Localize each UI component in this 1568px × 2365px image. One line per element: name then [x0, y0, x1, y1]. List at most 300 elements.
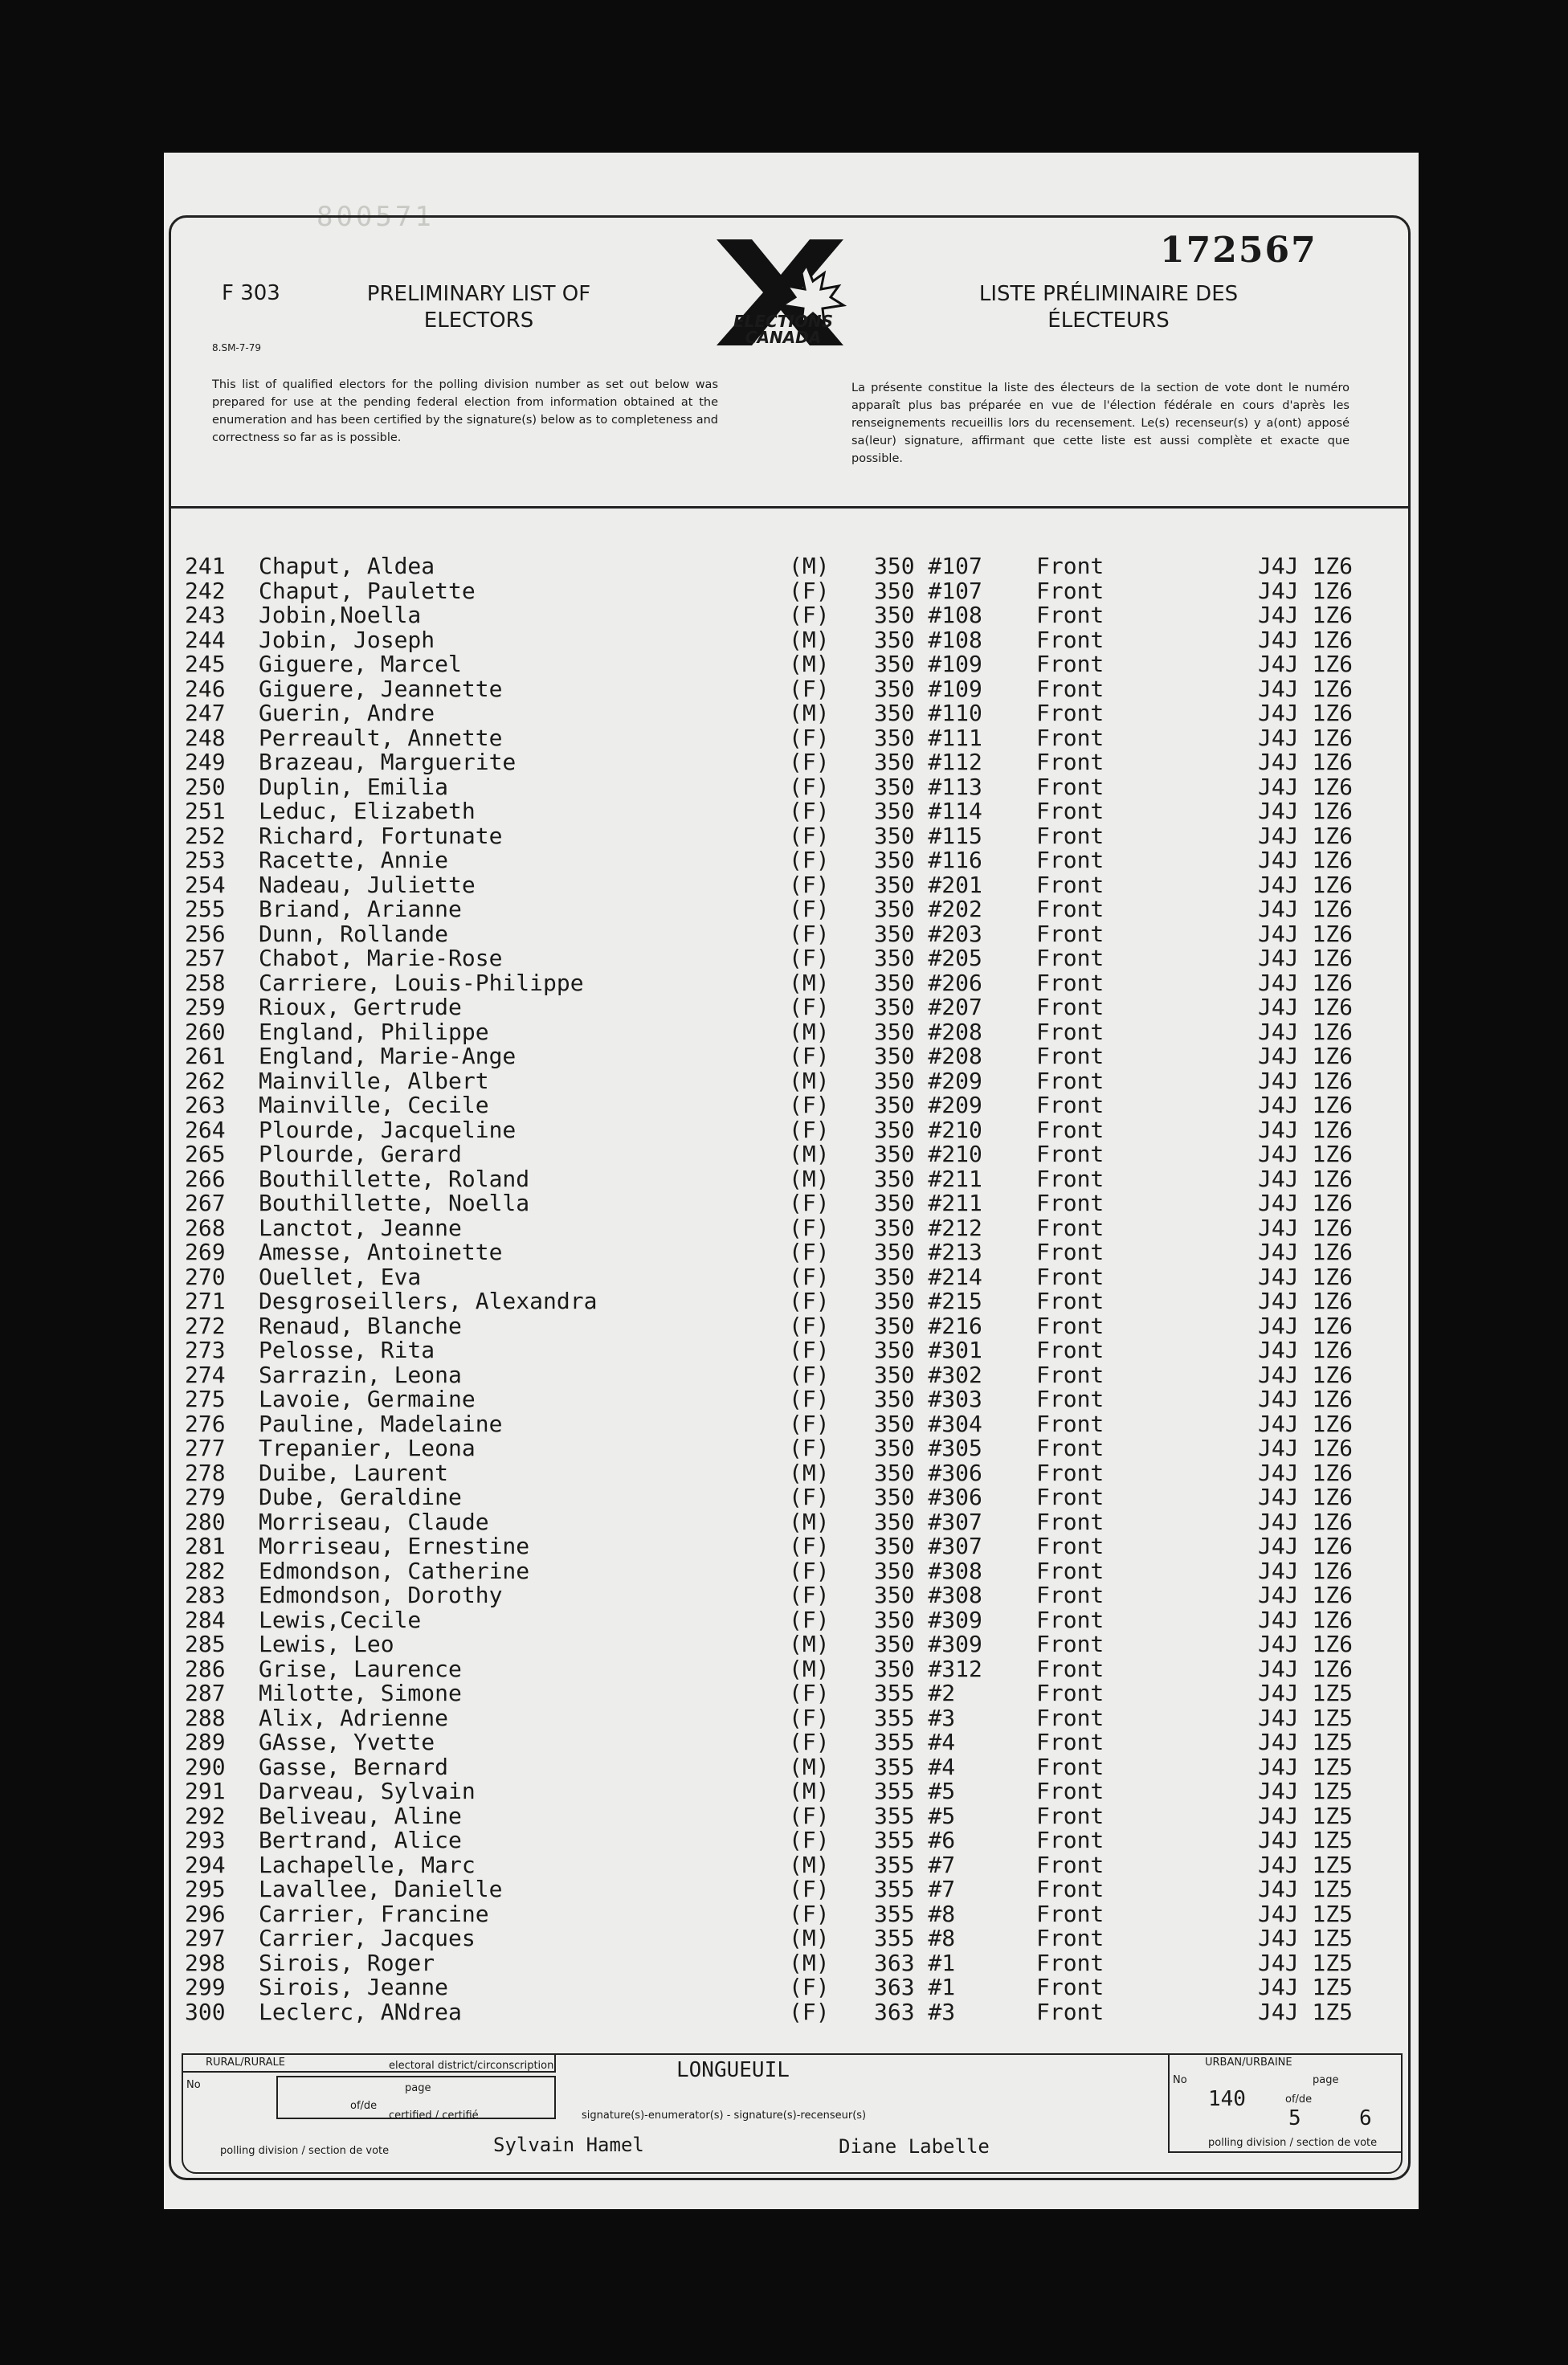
elector-sex: (M): [789, 1165, 830, 1192]
elector-street: Front: [1036, 1410, 1105, 1437]
title-french: [940, 281, 1277, 334]
elector-postal-code: J4J 1Z6: [1258, 1165, 1354, 1192]
elector-sex: (F): [789, 1361, 830, 1388]
elector-sex: (F): [789, 920, 830, 947]
elector-name: Dube, Geraldine: [259, 1484, 462, 1510]
elector-name: Leclerc, ANdrea: [259, 1998, 462, 2025]
elector-postal-code: J4J 1Z5: [1258, 1753, 1354, 1780]
intro-french: La présente constitue la liste des électeurs de la section de vote dont le numéro apparaît plus bas préparée en vue de l'élection fédérale en cours d'après les renseignements recueillis lors du recensement. Le(s) recenseur(s) y a(ont) apposé sa(leur) signature, affirmant que cette liste est aussi complète et exacte que possible.: [851, 382, 1350, 465]
elector-number: 296: [185, 1900, 226, 1927]
elector-street: Front: [1036, 1949, 1105, 1976]
elector-civic-number: 350 #109: [874, 675, 982, 702]
elector-street: Front: [1036, 1067, 1105, 1094]
elector-civic-number: 355 #4: [874, 1753, 956, 1780]
elector-name: Edmondson, Dorothy: [259, 1582, 503, 1608]
elector-number: 294: [185, 1851, 226, 1878]
elector-number: 295: [185, 1876, 226, 1902]
elector-name: Renaud, Blanche: [259, 1312, 462, 1339]
logo-line1: ELECTIONS: [733, 312, 833, 331]
elector-name: Brazeau, Marguerite: [259, 749, 517, 775]
header-divider: [169, 506, 1411, 509]
elector-number: 274: [185, 1361, 226, 1388]
elector-postal-code: J4J 1Z6: [1258, 1141, 1354, 1167]
elector-name: Rioux, Gertrude: [259, 994, 462, 1020]
elector-civic-number: 350 #303: [874, 1386, 982, 1412]
elector-postal-code: J4J 1Z6: [1258, 1484, 1354, 1510]
list-item: [164, 1779, 1419, 1804]
elector-civic-number: 355 #6: [874, 1827, 956, 1853]
elector-street: Front: [1036, 1312, 1105, 1339]
form-footer: [164, 2053, 1419, 2182]
elector-number: 284: [185, 1606, 226, 1633]
district-value: LONGUEUIL: [676, 2058, 790, 2082]
list-item: [164, 1265, 1419, 1290]
elector-postal-code: J4J 1Z6: [1258, 1410, 1354, 1437]
elector-civic-number: 350 #112: [874, 749, 982, 775]
elector-street: Front: [1036, 700, 1105, 726]
elector-postal-code: J4J 1Z5: [1258, 1827, 1354, 1853]
elector-number: 300: [185, 1998, 226, 2025]
logo-text: [707, 313, 860, 345]
elector-number: 272: [185, 1312, 226, 1339]
elector-postal-code: J4J 1Z6: [1258, 1116, 1354, 1143]
elector-number: 258: [185, 969, 226, 996]
elector-street: Front: [1036, 1043, 1105, 1069]
rural-label: RURAL/RURALE: [206, 2057, 285, 2069]
elector-postal-code: J4J 1Z6: [1258, 969, 1354, 996]
elector-postal-code: J4J 1Z5: [1258, 1851, 1354, 1878]
elector-street: Front: [1036, 1851, 1105, 1878]
elector-street: Front: [1036, 1435, 1105, 1461]
list-item: [164, 1240, 1419, 1265]
elector-sex: (M): [789, 626, 830, 653]
elector-name: Duibe, Laurent: [259, 1459, 449, 1486]
list-item: [164, 1461, 1419, 1486]
elector-sex: (F): [789, 1680, 830, 1706]
elector-number: 266: [185, 1165, 226, 1192]
elector-name: Pelosse, Rita: [259, 1337, 435, 1363]
elector-number: 256: [185, 920, 226, 947]
list-item: [164, 1534, 1419, 1559]
elector-name: Ouellet, Eva: [259, 1263, 422, 1290]
elector-civic-number: 363 #1: [874, 1974, 956, 2000]
elector-sex: (F): [789, 675, 830, 702]
elector-street: Front: [1036, 969, 1105, 996]
elector-number: 244: [185, 626, 226, 653]
elector-name: Lanctot, Jeanne: [259, 1214, 462, 1241]
elector-sex: (F): [789, 896, 830, 922]
elector-name: Mainville, Albert: [259, 1067, 489, 1094]
elector-number: 276: [185, 1410, 226, 1437]
elector-number: 265: [185, 1141, 226, 1167]
elector-postal-code: J4J 1Z5: [1258, 1704, 1354, 1731]
elector-civic-number: 350 #205: [874, 945, 982, 971]
title-fr-line2: ÉLECTEURS: [1047, 308, 1170, 333]
elector-number: 273: [185, 1337, 226, 1363]
elector-street: Front: [1036, 1190, 1105, 1216]
elector-sex: (F): [789, 1312, 830, 1339]
page-of-number: 6: [1359, 2106, 1372, 2130]
elector-civic-number: 355 #2: [874, 1680, 956, 1706]
faint-stamp: 800571: [316, 201, 435, 233]
elector-number: 253: [185, 847, 226, 873]
elector-street: Front: [1036, 749, 1105, 775]
list-item: [164, 1093, 1419, 1118]
elector-sex: (M): [789, 553, 830, 579]
list-item: [164, 1853, 1419, 1878]
elector-number: 259: [185, 994, 226, 1020]
elector-civic-number: 350 #202: [874, 896, 982, 922]
elector-name: Lavoie, Germaine: [259, 1386, 476, 1412]
elector-number: 251: [185, 798, 226, 824]
elector-civic-number: 350 #213: [874, 1239, 982, 1265]
elector-name: Mainville, Cecile: [259, 1092, 489, 1118]
elector-postal-code: J4J 1Z6: [1258, 1312, 1354, 1339]
elector-postal-code: J4J 1Z6: [1258, 577, 1354, 604]
list-item: [164, 824, 1419, 849]
elector-number: 247: [185, 700, 226, 726]
elector-name: Carrier, Francine: [259, 1900, 489, 1927]
elector-sex: (F): [789, 1288, 830, 1314]
elector-number: 260: [185, 1018, 226, 1045]
elector-sex: (M): [789, 1508, 830, 1535]
elector-sex: (F): [789, 1704, 830, 1731]
elector-sex: (F): [789, 1116, 830, 1143]
elector-sex: (F): [789, 1974, 830, 2000]
urban-polling-label: polling division / section de vote: [1208, 2137, 1378, 2149]
elector-name: Briand, Arianne: [259, 896, 462, 922]
elector-civic-number: 350 #210: [874, 1141, 982, 1167]
list-item: [164, 1314, 1419, 1339]
elector-street: Front: [1036, 602, 1105, 628]
elector-civic-number: 355 #4: [874, 1729, 956, 1755]
list-item: [164, 848, 1419, 873]
elector-number: 249: [185, 749, 226, 775]
list-item: [164, 946, 1419, 971]
elector-number: 246: [185, 675, 226, 702]
elector-number: 250: [185, 773, 226, 800]
elector-number: 279: [185, 1484, 226, 1510]
elector-civic-number: 350 #216: [874, 1312, 982, 1339]
elector-civic-number: 355 #7: [874, 1851, 956, 1878]
elector-name: Giguere, Jeannette: [259, 675, 503, 702]
elector-civic-number: 350 #306: [874, 1484, 982, 1510]
elector-name: Lavallee, Danielle: [259, 1876, 503, 1902]
elector-street: Front: [1036, 1900, 1105, 1927]
elector-postal-code: J4J 1Z5: [1258, 1876, 1354, 1902]
elector-postal-code: J4J 1Z5: [1258, 1729, 1354, 1755]
elector-sex: (F): [789, 1900, 830, 1927]
elector-postal-code: J4J 1Z6: [1258, 1239, 1354, 1265]
elector-postal-code: J4J 1Z6: [1258, 1043, 1354, 1069]
signature-2: Diane Labelle: [839, 2135, 990, 2158]
list-item: [164, 1510, 1419, 1535]
elector-postal-code: J4J 1Z5: [1258, 1974, 1354, 2000]
list-item: [164, 628, 1419, 653]
list-item: [164, 1804, 1419, 1829]
elector-list: [164, 554, 1419, 2024]
elector-street: Front: [1036, 1974, 1105, 2000]
elector-name: Chaput, Paulette: [259, 577, 476, 604]
list-item: [164, 1167, 1419, 1192]
elector-civic-number: 355 #3: [874, 1704, 956, 1731]
elector-sex: (F): [789, 1557, 830, 1584]
list-item: [164, 750, 1419, 775]
elector-street: Front: [1036, 871, 1105, 898]
elector-number: 282: [185, 1557, 226, 1584]
urban-of-label: of/de: [1285, 2093, 1313, 2106]
elector-name: Dunn, Rollande: [259, 920, 449, 947]
list-item: [164, 1338, 1419, 1363]
elector-number: 277: [185, 1435, 226, 1461]
elector-name: Racette, Annie: [259, 847, 449, 873]
list-item: [164, 1289, 1419, 1314]
elector-number: 283: [185, 1582, 226, 1608]
elector-number: 252: [185, 822, 226, 849]
elector-civic-number: 350 #209: [874, 1092, 982, 1118]
elector-number: 286: [185, 1655, 226, 1682]
elector-postal-code: J4J 1Z6: [1258, 847, 1354, 873]
elector-postal-code: J4J 1Z6: [1258, 945, 1354, 971]
elector-number: 263: [185, 1092, 226, 1118]
elector-civic-number: 350 #309: [874, 1631, 982, 1657]
list-item: [164, 1142, 1419, 1167]
list-item: [164, 1436, 1419, 1461]
elector-postal-code: J4J 1Z5: [1258, 1680, 1354, 1706]
rural-of-label: of/de: [350, 2100, 378, 2112]
elector-postal-code: J4J 1Z6: [1258, 675, 1354, 702]
list-item: [164, 1828, 1419, 1853]
list-item: [164, 1681, 1419, 1706]
elector-street: Front: [1036, 1704, 1105, 1731]
elector-civic-number: 350 #109: [874, 651, 982, 677]
elector-civic-number: 350 #212: [874, 1214, 982, 1241]
elector-sex: (F): [789, 773, 830, 800]
elector-civic-number: 355 #5: [874, 1778, 956, 1804]
elector-postal-code: J4J 1Z5: [1258, 1900, 1354, 1927]
list-item: [164, 1485, 1419, 1510]
elector-sex: (F): [789, 1582, 830, 1608]
elector-postal-code: J4J 1Z5: [1258, 1802, 1354, 1829]
elector-postal-code: J4J 1Z6: [1258, 1631, 1354, 1657]
elector-postal-code: J4J 1Z6: [1258, 1092, 1354, 1118]
elector-sex: (M): [789, 1067, 830, 1094]
elector-street: Front: [1036, 1459, 1105, 1486]
elector-street: Front: [1036, 920, 1105, 947]
elector-name: Beliveau, Aline: [259, 1802, 462, 1829]
elector-name: Desgroseillers, Alexandra: [259, 1288, 598, 1314]
elector-name: Giguere, Marcel: [259, 651, 462, 677]
elector-name: Richard, Fortunate: [259, 822, 503, 849]
elector-number: 269: [185, 1239, 226, 1265]
elector-postal-code: J4J 1Z6: [1258, 724, 1354, 751]
elector-name: Jobin, Joseph: [259, 626, 435, 653]
serial-number: 172567: [1160, 230, 1317, 271]
list-item: [164, 873, 1419, 898]
elector-street: Front: [1036, 798, 1105, 824]
elector-postal-code: J4J 1Z6: [1258, 700, 1354, 726]
elector-name: Bouthillette, Noella: [259, 1190, 530, 1216]
elector-name: England, Philippe: [259, 1018, 489, 1045]
list-item: [164, 652, 1419, 677]
signatures-label: signature(s)-enumerator(s) - signature(s)-recenseur(s): [582, 2110, 867, 2122]
elector-postal-code: J4J 1Z6: [1258, 1018, 1354, 1045]
list-item: [164, 1657, 1419, 1682]
elector-street: Front: [1036, 1998, 1105, 2025]
elector-number: 280: [185, 1508, 226, 1535]
elector-number: 243: [185, 602, 226, 628]
elector-postal-code: J4J 1Z5: [1258, 1949, 1354, 1976]
elector-street: Front: [1036, 626, 1105, 653]
elector-street: Front: [1036, 675, 1105, 702]
elector-sex: (F): [789, 847, 830, 873]
list-item: [164, 2000, 1419, 2025]
elector-name: England, Marie-Ange: [259, 1043, 517, 1069]
elector-number: 287: [185, 1680, 226, 1706]
list-item: [164, 1706, 1419, 1731]
elector-number: 290: [185, 1753, 226, 1780]
elector-civic-number: 350 #214: [874, 1263, 982, 1290]
elector-street: Front: [1036, 1484, 1105, 1510]
elector-street: Front: [1036, 1141, 1105, 1167]
polling-label: polling division / section de vote: [220, 2145, 390, 2157]
list-item: [164, 1608, 1419, 1633]
elector-postal-code: J4J 1Z6: [1258, 871, 1354, 898]
urban-label: URBAN/URBAINE: [1205, 2057, 1292, 2069]
elector-civic-number: 355 #5: [874, 1802, 956, 1829]
elector-street: Front: [1036, 1386, 1105, 1412]
elector-sex: (M): [789, 1018, 830, 1045]
elector-street: Front: [1036, 1361, 1105, 1388]
elector-street: Front: [1036, 896, 1105, 922]
elector-street: Front: [1036, 1018, 1105, 1045]
district-label: electoral district/circonscription: [389, 2060, 554, 2072]
elector-sex: (F): [789, 1998, 830, 2025]
elector-list-sheet: [164, 153, 1419, 2209]
elector-sex: (M): [789, 1925, 830, 1951]
elector-civic-number: 355 #8: [874, 1900, 956, 1927]
elector-name: Carriere, Louis-Philippe: [259, 969, 584, 996]
elector-sex: (F): [789, 1410, 830, 1437]
elector-number: 297: [185, 1925, 226, 1951]
elector-street: Front: [1036, 1288, 1105, 1314]
rural-page-label: page: [405, 2082, 431, 2094]
elector-street: Front: [1036, 553, 1105, 579]
elector-name: Chaput, Aldea: [259, 553, 435, 579]
elector-sex: (F): [789, 1043, 830, 1069]
elector-name: Lewis, Leo: [259, 1631, 394, 1657]
elector-name: Sirois, Roger: [259, 1949, 435, 1976]
list-item: [164, 1877, 1419, 1902]
elector-number: 289: [185, 1729, 226, 1755]
elector-sex: (M): [789, 651, 830, 677]
list-item: [164, 1387, 1419, 1412]
elector-postal-code: J4J 1Z6: [1258, 1386, 1354, 1412]
elector-number: 291: [185, 1778, 226, 1804]
elector-street: Front: [1036, 1116, 1105, 1143]
elector-civic-number: 350 #111: [874, 724, 982, 751]
elector-civic-number: 350 #201: [874, 871, 982, 898]
elector-sex: (M): [789, 1459, 830, 1486]
intro-english: This list of qualified electors for the polling division number as set out below was prepared for use at the pending federal election from information obtained at the enumeration and has been certified by the signature(s) below as to completeness and correctness so far as is possible.: [212, 378, 718, 444]
elector-street: Front: [1036, 1606, 1105, 1633]
elector-number: 281: [185, 1533, 226, 1559]
elector-name: GAsse, Yvette: [259, 1729, 435, 1755]
elector-name: Duplin, Emilia: [259, 773, 449, 800]
elector-name: Leduc, Elizabeth: [259, 798, 476, 824]
elector-civic-number: 350 #306: [874, 1459, 982, 1486]
elector-sex: (M): [789, 700, 830, 726]
elector-civic-number: 350 #211: [874, 1165, 982, 1192]
elector-number: 257: [185, 945, 226, 971]
elector-civic-number: 350 #107: [874, 577, 982, 604]
certified-label: certified / certifié: [389, 2110, 479, 2122]
list-item: [164, 1412, 1419, 1437]
elector-civic-number: 355 #7: [874, 1876, 956, 1902]
elector-street: Front: [1036, 1337, 1105, 1363]
elector-street: Front: [1036, 1508, 1105, 1535]
list-item: [164, 677, 1419, 702]
elector-postal-code: J4J 1Z6: [1258, 1067, 1354, 1094]
elector-name: Edmondson, Catherine: [259, 1557, 530, 1584]
list-item: [164, 922, 1419, 947]
elector-street: Front: [1036, 1729, 1105, 1755]
list-item: [164, 1069, 1419, 1094]
elector-number: 299: [185, 1974, 226, 2000]
elector-street: Front: [1036, 1214, 1105, 1241]
title-english: [350, 281, 607, 334]
elector-street: Front: [1036, 1827, 1105, 1853]
elector-sex: (F): [789, 1214, 830, 1241]
elector-civic-number: 350 #115: [874, 822, 982, 849]
elector-sex: (F): [789, 724, 830, 751]
elector-name: Grise, Laurence: [259, 1655, 462, 1682]
elector-sex: (F): [789, 1263, 830, 1290]
elector-postal-code: J4J 1Z6: [1258, 1190, 1354, 1216]
elector-civic-number: 350 #308: [874, 1557, 982, 1584]
list-item: [164, 799, 1419, 824]
elector-sex: (M): [789, 1631, 830, 1657]
list-item: [164, 726, 1419, 751]
elector-name: Nadeau, Juliette: [259, 871, 476, 898]
elector-sex: (M): [789, 1949, 830, 1976]
elector-sex: (M): [789, 1141, 830, 1167]
elector-number: 288: [185, 1704, 226, 1731]
elector-postal-code: J4J 1Z6: [1258, 651, 1354, 677]
elector-name: Alix, Adrienne: [259, 1704, 449, 1731]
elector-sex: (F): [789, 1190, 830, 1216]
list-item: [164, 1583, 1419, 1608]
elector-sex: (F): [789, 1386, 830, 1412]
elector-sex: (F): [789, 1092, 830, 1118]
list-item: [164, 1902, 1419, 1927]
list-item: [164, 1020, 1419, 1045]
elector-civic-number: 350 #215: [874, 1288, 982, 1314]
list-item: [164, 1216, 1419, 1241]
list-item: [164, 1118, 1419, 1143]
elector-civic-number: 350 #307: [874, 1508, 982, 1535]
elector-civic-number: 350 #113: [874, 773, 982, 800]
elector-postal-code: J4J 1Z6: [1258, 822, 1354, 849]
list-item: [164, 1632, 1419, 1657]
list-item: [164, 1191, 1419, 1216]
list-item: [164, 971, 1419, 996]
list-item: [164, 579, 1419, 604]
elector-name: Plourde, Jacqueline: [259, 1116, 517, 1143]
elector-name: Jobin,Noella: [259, 602, 422, 628]
elector-street: Front: [1036, 847, 1105, 873]
list-item: [164, 603, 1419, 628]
